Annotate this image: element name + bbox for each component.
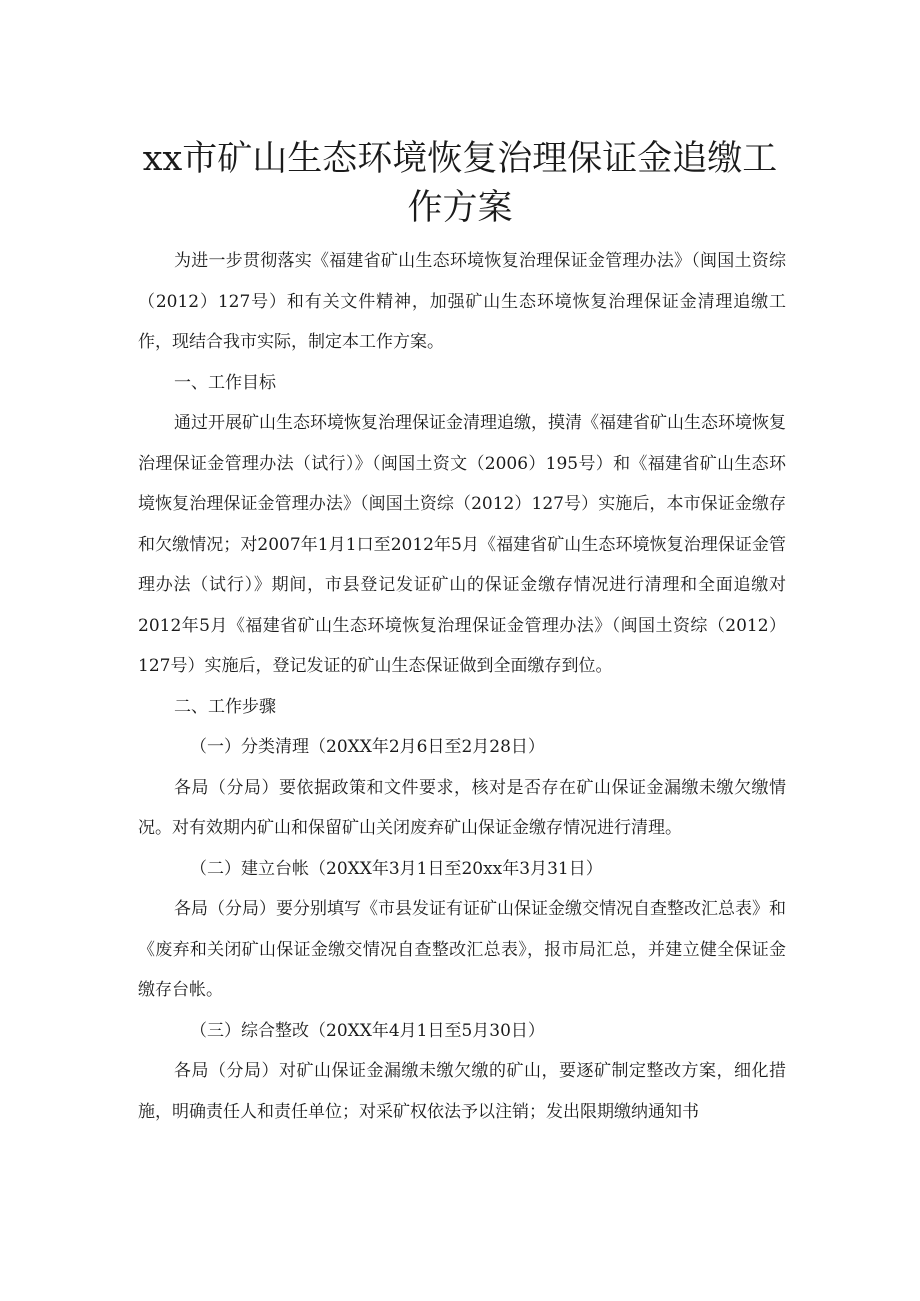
section-2-heading: 二、工作步骤: [174, 696, 276, 717]
document-title-line-2: 作方案: [407, 188, 513, 229]
step-3-heading: （三）综合整改（20XX年4月1日至5月30日）: [190, 1020, 545, 1041]
step-2-paragraph: 各局（分局）要分别填写《市县发证有证矿山保证金缴交情况自查整改汇总表》和《废弃和关闭矿山保证金缴交情况自查整改汇总表》，报市局汇总，并建立健全保证金缴存台帐。: [138, 899, 786, 1000]
step-3-paragraph: 各局（分局）对矿山保证金漏缴未缴欠缴的矿山，要逐矿制定整改方案，细化措施，明确责任人和责任单位；对采矿权依法予以注销；发出限期缴纳通知书: [138, 1061, 786, 1122]
section-1-paragraph: 通过开展矿山生态环境恢复治理保证金清理追缴，摸清《福建省矿山生态环境恢复治理保证金管理办法（试行）》（闽国土资文（2006）195号）和《福建省矿山生态环境恢复治理保证金管理办法》（闽国土资综（2012）127号）实施后，本市保证金缴存和欠缴情况；对2007年1月1口至2012年5月《福建省矿山生态环境恢复治理保证金管理办法（试行）》期间，市县登记发证矿山的保证金缴存情况进行清理和全面追缴对2012年5月《福建省矿山生态环境恢复治理保证金管理办法》（闽国土资综（2012）127号）实施后，登记发证的矿山生态保证做到全面缴存到位。: [138, 413, 786, 676]
intro-paragraph: 为进一步贯彻落实《福建省矿山生态环境恢复治理保证金管理办法》（闽国土资综（2012）127号）和有关文件精神，加强矿山生态环境恢复治理保证金清理追缴工作，现结合我市实际，制定本工作方案。: [138, 251, 786, 352]
step-1-heading: （一）分类清理（20XX年2月6日至2月28日）: [190, 737, 545, 757]
document-body: [138, 241, 786, 1132]
section-1-heading: 一、工作目标: [174, 372, 276, 393]
document-title: [130, 135, 790, 233]
step-1-paragraph: 各局（分局）要依据政策和文件要求，核对是否存在矿山保证金漏缴未缴欠缴情况。对有效期内矿山和保留矿山关闭废弃矿山保证金缴存情况进行清理。: [138, 777, 786, 838]
document-title-line-1: xx市矿山生态环境恢复治理保证金追缴工: [142, 139, 778, 180]
step-2-heading: （二）建立台帐（20XX年3月1日至20xx年3月31日）: [190, 858, 603, 879]
